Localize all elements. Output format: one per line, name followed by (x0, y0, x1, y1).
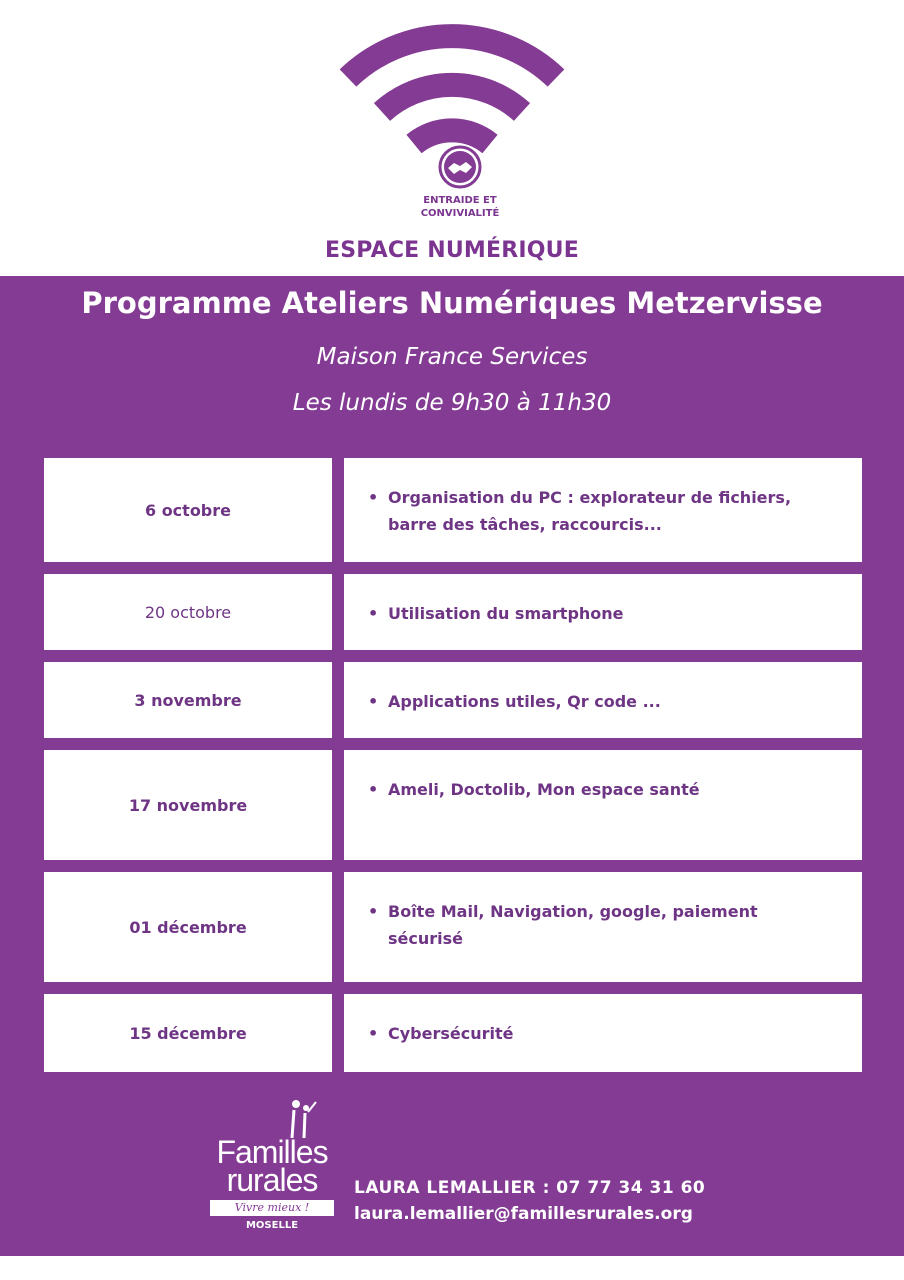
session-row (44, 872, 862, 982)
session-date: 17 novembre (44, 750, 332, 860)
contact-email[interactable]: laura.lemallier@famillesrurales.org (354, 1204, 693, 1224)
session-topic: • Boîte Mail, Navigation, google, paiement sécurisé (368, 898, 834, 952)
wifi-icon (330, 20, 574, 200)
session-topic: • Cybersécurité (368, 1020, 834, 1047)
session-topic: • Organisation du PC : explorateur de fichiers, barre des tâches, raccourcis... (368, 484, 834, 538)
session-topic-cell (344, 872, 862, 982)
logo-line2: rurales (226, 1162, 318, 1198)
program-title: Programme Ateliers Numériques Metzervisse (81, 286, 823, 320)
session-topic: • Applications utiles, Qr code ... (368, 688, 834, 715)
session-topic: • Ameli, Doctolib, Mon espace santé (368, 776, 834, 803)
session-row (44, 574, 862, 650)
session-topic: • Utilisation du smartphone (368, 600, 834, 627)
header (0, 0, 904, 276)
contact-name-phone: LAURA LEMALLIER : 07 77 34 31 60 (354, 1178, 706, 1198)
session-topic-cell (344, 662, 862, 738)
session-row (44, 994, 862, 1072)
session-date: 6 octobre (44, 458, 332, 562)
session-date: 3 novembre (44, 662, 332, 738)
session-row (44, 662, 862, 738)
badge-line2: CONVIVIALITÉ (420, 208, 500, 219)
logo-tagline: Vivre mieux ! (210, 1200, 334, 1216)
session-row (44, 458, 862, 562)
logo-line1: Familles (216, 1134, 328, 1170)
program-schedule: Les lundis de 9h30 à 11h30 (292, 390, 612, 416)
session-date: 15 décembre (44, 994, 332, 1072)
session-topic-cell (344, 750, 862, 860)
badge-label (380, 194, 540, 220)
familles-rurales-logo (204, 1098, 340, 1238)
session-row (44, 750, 862, 860)
program-location: Maison France Services (316, 344, 588, 370)
session-topic-cell (344, 458, 862, 562)
session-date: 01 décembre (44, 872, 332, 982)
session-topic-cell (344, 574, 862, 650)
logo-region: MOSELLE (245, 1220, 299, 1231)
logo-figures-icon (280, 1098, 320, 1138)
section-title: ESPACE NUMÉRIQUE (325, 238, 579, 263)
session-topic-cell (344, 994, 862, 1072)
handshake-icon (440, 147, 480, 187)
session-date: 20 octobre (44, 574, 332, 650)
badge-line1: ENTRAIDE ET (423, 195, 497, 206)
